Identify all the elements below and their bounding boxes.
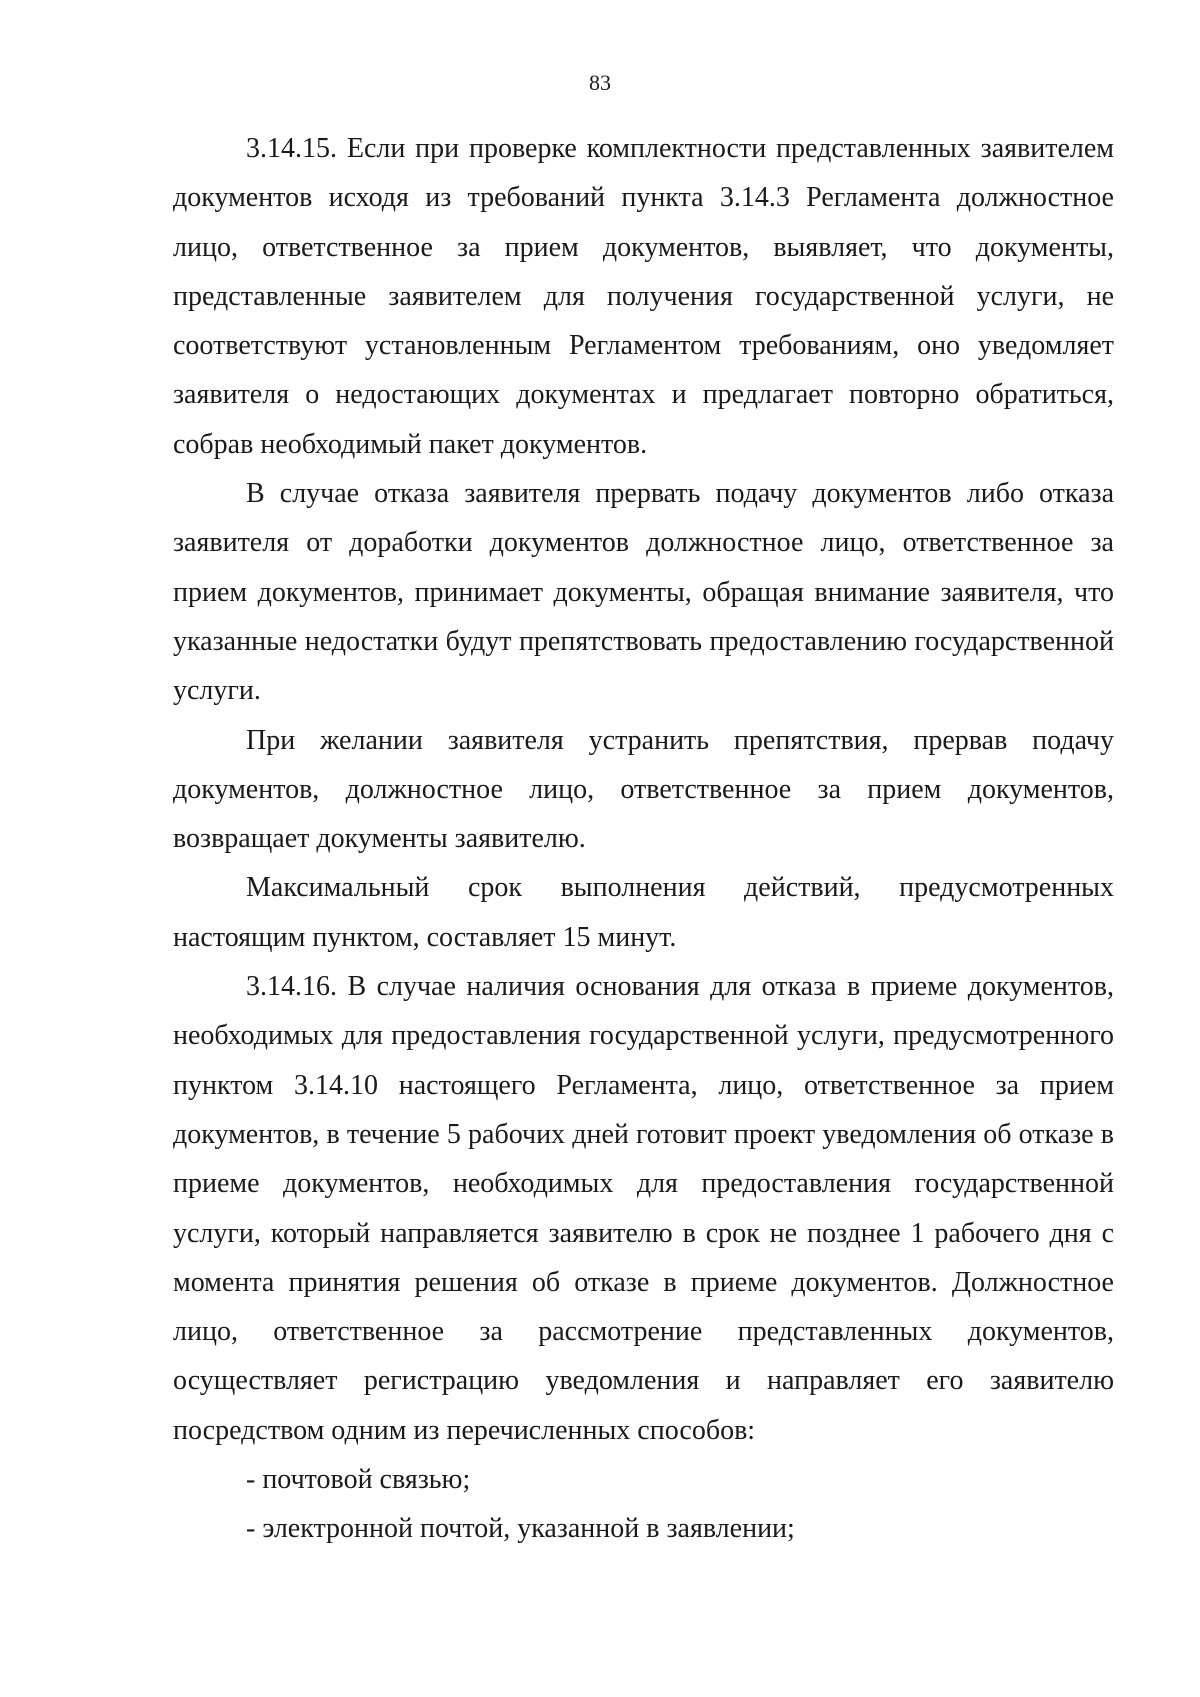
document-body xyxy=(173,124,1114,1554)
paragraph-3-14-16: 3.14.16. В случае наличия основания для отказа в приеме документов, необходимых для предоставления государственной услуги, предусмотренного пунктом 3.14.10 настоящего Регламента, лицо, ответственное за прием документов, в течение 5 рабочих дней готовит проект уведомления об отказе в приеме документов, необходимых для предоставления государственной услуги, который направляется заявителю в срок не позднее 1 рабочего дня с момента принятия решения об отказе в приеме документов. Должностное лицо, ответственное за рассмотрение представленных документов, осуществляет регистрацию уведомления и направляет его заявителю посредством одним из перечисленных способов: xyxy=(173,971,1114,1446)
page-number: 83 xyxy=(589,70,611,95)
list-item-postal: - почтовой связью; xyxy=(246,1464,471,1496)
paragraph-remove-obstacles: При желании заявителя устранить препятствия, прервав подачу документов, должностное лицо, ответственное за прием документов, возвращает документы заявителю. xyxy=(173,724,1114,855)
paragraph-max-duration: Максимальный срок выполнения действий, предусмотренных настоящим пунктом, составляет 15 минут. xyxy=(173,872,1114,953)
paragraph-refusal-case: В случае отказа заявителя прервать подачу документов либо отказа заявителя от доработки документов должностное лицо, ответственное за прием документов, принимает документы, обращая внимание заявителя, что указанные недостатки будут препятствовать предоставлению государственной услуги. xyxy=(173,478,1114,707)
paragraph-3-14-15: 3.14.15. Если при проверке комплектности представленных заявителем документов исходя из требований пункта 3.14.3 Регламента должностное лицо, ответственное за прием документов, выявляет, что документы, представленные заявителем для получения государственной услуги, не соответствуют установленным Регламентом требованиям, оно уведомляет заявителя о недостающих документах и предлагает повторно обратиться, собрав необходимый пакет документов. xyxy=(173,133,1114,460)
list-item-email: - электронной почтой, указанной в заявлении; xyxy=(246,1513,795,1545)
